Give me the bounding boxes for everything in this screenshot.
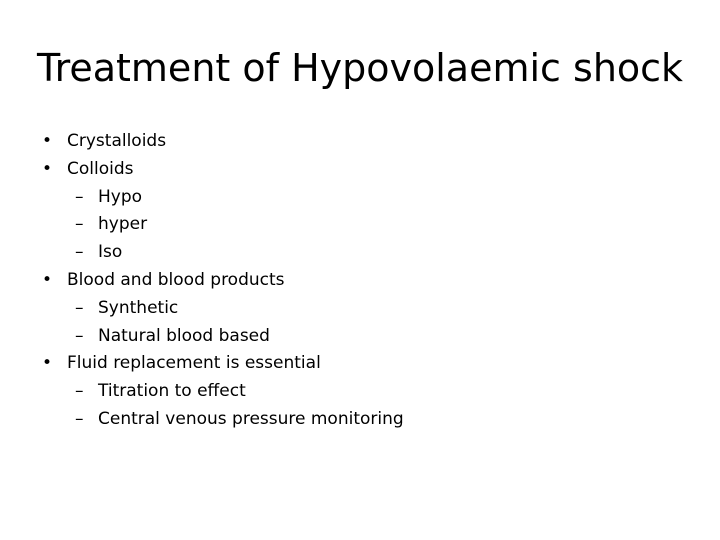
bullet-text: Fluid replacement is essential bbox=[67, 353, 321, 374]
bullet-item-blood-products bbox=[42, 267, 682, 295]
bullet-icon: • bbox=[42, 353, 53, 374]
slide-title: Treatment of Hypovolaemic shock bbox=[36, 46, 684, 90]
dash-icon: – bbox=[75, 186, 84, 207]
sub-item-synthetic bbox=[42, 295, 682, 323]
sub-item-text: Central venous pressure monitoring bbox=[98, 408, 404, 429]
sub-item-text: Iso bbox=[98, 242, 123, 263]
sub-item-hyper bbox=[42, 211, 682, 239]
bullet-text: Crystalloids bbox=[67, 131, 167, 151]
bullet-item-fluid-replacement bbox=[42, 350, 682, 378]
bullet-icon: • bbox=[42, 269, 53, 290]
bullet-text: Colloids bbox=[67, 158, 134, 179]
sub-item-text: Hypo bbox=[98, 186, 143, 207]
sub-item-cvp-monitoring bbox=[42, 406, 682, 434]
sub-item-text: Titration to effect bbox=[98, 381, 246, 402]
bullet-item-colloids bbox=[42, 156, 682, 184]
dash-icon: – bbox=[75, 214, 84, 235]
dash-icon: – bbox=[75, 297, 84, 318]
sub-item-text: Synthetic bbox=[98, 297, 179, 318]
bullet-item-crystalloids bbox=[42, 128, 682, 156]
bullet-text: Blood and blood products bbox=[67, 269, 285, 290]
bullet-list bbox=[42, 128, 682, 434]
sub-item-titration bbox=[42, 378, 682, 406]
dash-icon: – bbox=[75, 381, 84, 402]
sub-item-iso bbox=[42, 239, 682, 267]
dash-icon: – bbox=[75, 408, 84, 429]
bullet-icon: • bbox=[42, 131, 53, 151]
sub-item-natural-blood bbox=[42, 323, 682, 351]
dash-icon: – bbox=[75, 325, 84, 346]
dash-icon: – bbox=[75, 242, 84, 263]
bullet-icon: • bbox=[42, 158, 53, 179]
sub-item-text: hyper bbox=[98, 214, 148, 235]
sub-item-hypo bbox=[42, 184, 682, 212]
sub-item-text: Natural blood based bbox=[98, 325, 270, 346]
